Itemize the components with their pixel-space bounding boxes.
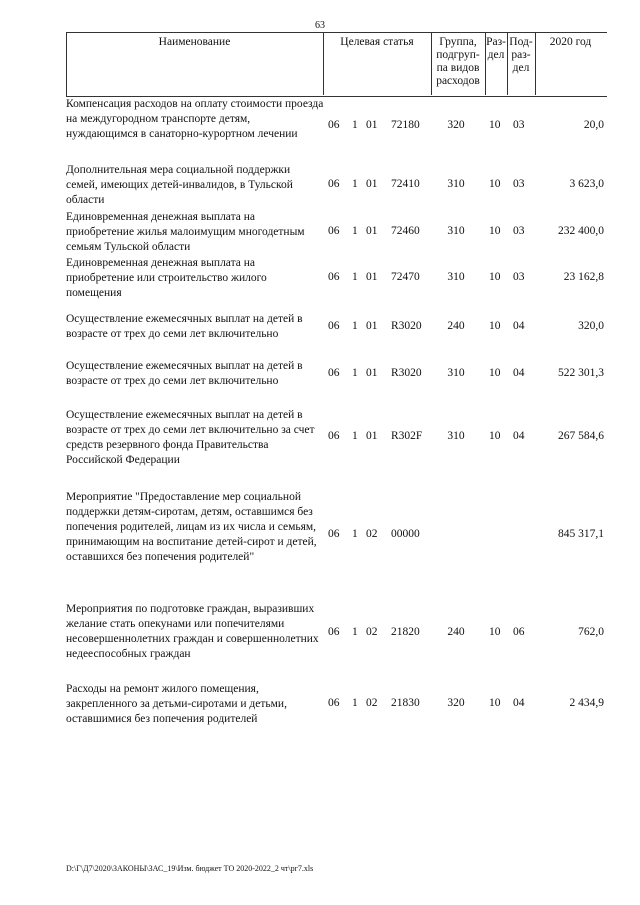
row-name: Расходы на ремонт жилого помещения, закрепленного за детьми-сиротами и детьми, оставшимися без попечения родителей xyxy=(66,683,287,725)
page-number: 63 xyxy=(315,20,325,31)
row-section: 10 xyxy=(489,430,501,442)
row-name: Осуществление ежемесячных выплат на детей в возрасте от трех до семи лет включительно за счет средств резервного фонда Правительства Российской Федерации xyxy=(66,409,315,466)
row-amount: 232 400,0 xyxy=(558,225,604,237)
header-group-line: па видов xyxy=(436,62,480,74)
header-group-line: подгруп- xyxy=(436,49,480,61)
header-section-line: дел xyxy=(487,49,505,61)
file-path-footer: D:\Г\Д7\2020\ЗАКОНЫ\ЗАС_19\Изм. бюджет ТО 2020-2022_2 чт\рг7.xls xyxy=(66,864,314,873)
row-code: 72470 xyxy=(391,271,420,283)
row-amount: 845 317,1 xyxy=(558,528,604,540)
row-amount: 23 162,8 xyxy=(563,271,604,283)
row-name: Единовременная денежная выплата на приобретение или строительство жилого помещения xyxy=(66,257,267,299)
row-amount: 320,0 xyxy=(578,320,604,332)
row-section: 10 xyxy=(489,271,501,283)
row-code-part: 01 xyxy=(366,119,378,131)
row-expense-group: 320 xyxy=(447,119,465,131)
header-name: Наименование xyxy=(158,36,231,48)
row-code-part: 1 xyxy=(352,367,358,379)
row-name: Мероприятие "Предоставление мер социальной поддержки детям-сиротам, детям, оставшимся без попечения родителей, лицам из их числа и семьям, принимающим на воспитание детей-сирот и детей, оставшихся без попечения родителей" xyxy=(66,491,317,563)
row-code-part: 1 xyxy=(352,697,358,709)
row-code-part: 02 xyxy=(366,697,378,709)
row-code: 72180 xyxy=(391,119,420,131)
header-target: Целевая статья xyxy=(340,36,414,48)
row-code-part: 01 xyxy=(366,367,378,379)
header-group-line: Группа, xyxy=(439,36,477,48)
row-code-part: 01 xyxy=(366,430,378,442)
row-code-part: 01 xyxy=(366,271,378,283)
header-group xyxy=(431,36,485,88)
row-code-part: 1 xyxy=(352,178,358,190)
row-expense-group: 310 xyxy=(447,178,465,190)
row-amount: 20,0 xyxy=(583,119,604,131)
row-subsection: 03 xyxy=(513,178,525,190)
header-group-line: расходов xyxy=(436,75,480,87)
row-code-part: 06 xyxy=(328,528,340,540)
row-code: 21820 xyxy=(391,626,420,638)
row-code-part: 06 xyxy=(328,697,340,709)
row-amount: 2 434,9 xyxy=(569,697,604,709)
row-name: Компенсация расходов на оплату стоимости проезда на междугородном транспорте детям, нуждающимся в санаторно-курортном лечении xyxy=(66,98,324,140)
row-subsection: 04 xyxy=(513,320,525,332)
row-code-part: 1 xyxy=(352,271,358,283)
row-code: R302F xyxy=(391,430,423,442)
row-subsection: 04 xyxy=(513,430,525,442)
row-code-part: 06 xyxy=(328,626,340,638)
row-section: 10 xyxy=(489,626,501,638)
row-code-part: 1 xyxy=(352,626,358,638)
header-section-line: Раз- xyxy=(486,36,506,48)
row-code: R3020 xyxy=(391,320,422,332)
row-code-part: 06 xyxy=(328,119,340,131)
row-code-part: 1 xyxy=(352,430,358,442)
row-code-part: 06 xyxy=(328,320,340,332)
row-section: 10 xyxy=(489,367,501,379)
row-expense-group: 310 xyxy=(447,367,465,379)
row-code-part: 1 xyxy=(352,528,358,540)
header-subsection-line: Под- xyxy=(509,36,533,48)
row-code-part: 1 xyxy=(352,320,358,332)
row-expense-group: 310 xyxy=(447,271,465,283)
row-amount: 762,0 xyxy=(578,626,604,638)
row-subsection: 06 xyxy=(513,626,525,638)
row-code: 00000 xyxy=(391,528,420,540)
row-name: Единовременная денежная выплата на приобретение жилья малоимущим многодетным семьям Тульской области xyxy=(66,211,305,253)
row-subsection: 03 xyxy=(513,271,525,283)
row-name: Осуществление ежемесячных выплат на детей в возрасте от трех до семи лет включительно xyxy=(66,360,303,387)
row-expense-group: 310 xyxy=(447,430,465,442)
row-name: Осуществление ежемесячных выплат на детей в возрасте от трех до семи лет включительно xyxy=(66,313,303,340)
row-amount: 3 623,0 xyxy=(569,178,604,190)
row-code: 21830 xyxy=(391,697,420,709)
row-amount: 267 584,6 xyxy=(558,430,604,442)
row-code: 72410 xyxy=(391,178,420,190)
row-code-part: 1 xyxy=(352,225,358,237)
row-expense-group: 240 xyxy=(447,626,465,638)
row-section: 10 xyxy=(489,178,501,190)
row-code-part: 1 xyxy=(352,119,358,131)
row-code-part: 01 xyxy=(366,225,378,237)
row-code-part: 06 xyxy=(328,271,340,283)
row-name: Дополнительная мера социальной поддержки семей, имеющих детей-инвалидов, в Тульской области xyxy=(66,164,293,206)
row-code: 72460 xyxy=(391,225,420,237)
row-section: 10 xyxy=(489,320,501,332)
row-code: R3020 xyxy=(391,367,422,379)
row-code-part: 01 xyxy=(366,178,378,190)
row-code-part: 06 xyxy=(328,178,340,190)
header-year: 2020 год xyxy=(549,36,592,48)
header-subsection-line: дел xyxy=(512,62,530,74)
row-expense-group: 320 xyxy=(447,697,465,709)
row-section: 10 xyxy=(489,697,501,709)
row-code-part: 02 xyxy=(366,528,378,540)
row-subsection: 04 xyxy=(513,697,525,709)
row-section: 10 xyxy=(489,225,501,237)
row-name: Мероприятия по подготовке граждан, выразивших желание стать опекунами или попечителями несовершеннолетних граждан и совершеннолетних недееспособных граждан xyxy=(66,603,319,660)
header-subsection-line: раз- xyxy=(511,49,531,61)
row-subsection: 03 xyxy=(513,225,525,237)
row-code-part: 06 xyxy=(328,367,340,379)
header-subsection xyxy=(507,36,535,75)
row-expense-group: 240 xyxy=(447,320,465,332)
row-code-part: 06 xyxy=(328,430,340,442)
header-section xyxy=(485,36,507,62)
row-section: 10 xyxy=(489,119,501,131)
row-code-part: 06 xyxy=(328,225,340,237)
row-amount: 522 301,3 xyxy=(558,367,604,379)
row-code-part: 02 xyxy=(366,626,378,638)
row-subsection: 04 xyxy=(513,367,525,379)
row-subsection: 03 xyxy=(513,119,525,131)
row-expense-group: 310 xyxy=(447,225,465,237)
row-code-part: 01 xyxy=(366,320,378,332)
